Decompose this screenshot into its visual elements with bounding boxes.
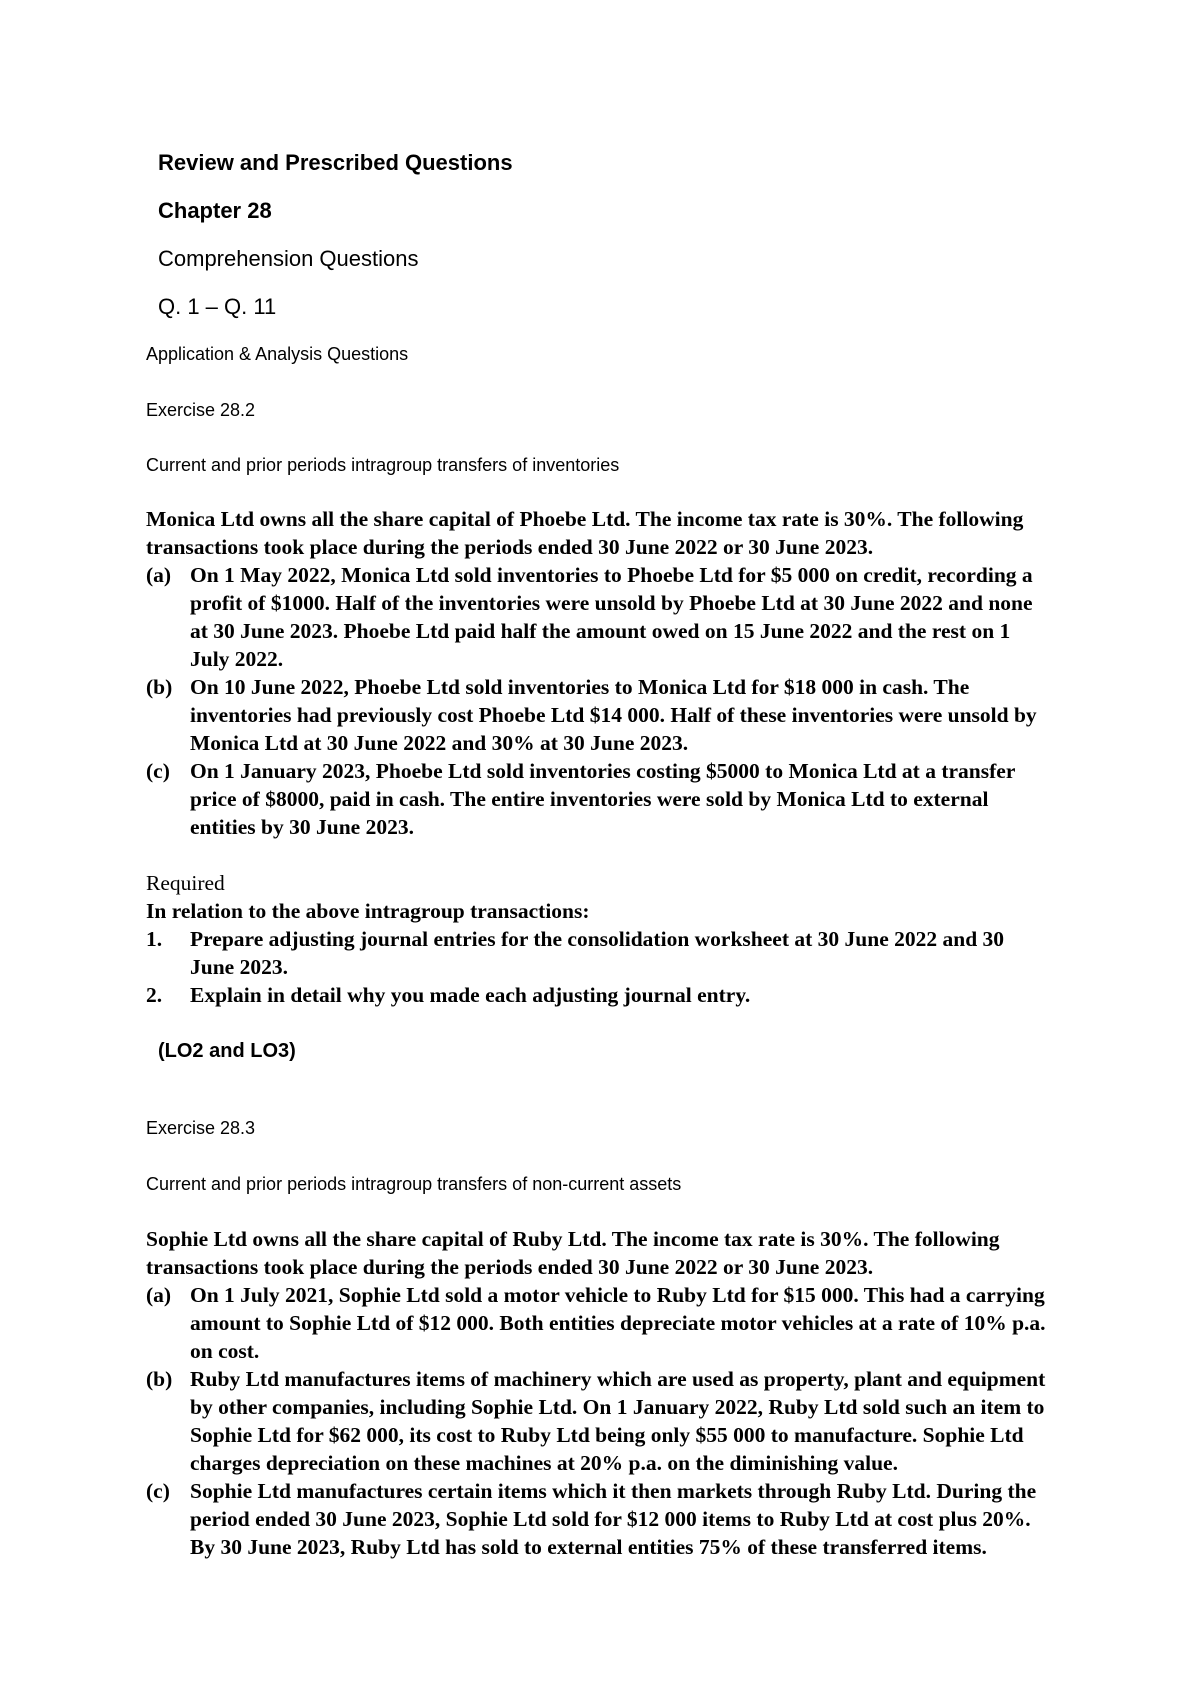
task-label: 2. [146, 983, 163, 1007]
list-item [146, 1365, 1046, 1477]
learning-outcomes: (LO2 and LO3) [158, 1040, 296, 1062]
chapter-heading: Chapter 28 [158, 198, 272, 223]
required-label: Required [146, 871, 225, 895]
item-text: On 10 June 2022, Phoebe Ltd sold inventories to Monica Ltd for $18 000 in cash. The inventories had previously cost Phoebe Ltd $14 000. Half of these inventories were unsold by Monica Ltd at 30 June 2022 and 30% at 30 June 2023. [190, 675, 1037, 755]
item-label: (b) [146, 675, 173, 699]
exercise-28-3-intro: Sophie Ltd owns all the share capital of Ruby Ltd. The income tax rate is 30%. The following transactions took place during the periods ended 30 June 2022 or 30 June 2023. [146, 1227, 1000, 1279]
item-text: Sophie Ltd manufactures certain items which it then markets through Ruby Ltd. During the period ended 30 June 2023, Sophie Ltd sold for $12 000 items to Ruby Ltd at cost plus 20%. By 30 June 2023, Ruby Ltd has sold to external entities 75% of these transferred items. [190, 1479, 1037, 1559]
task-text: Explain in detail why you made each adjusting journal entry. [190, 983, 751, 1007]
exercise-28-2-topic: Current and prior periods intragroup transfers of inventories [146, 455, 620, 475]
list-item [146, 561, 1046, 673]
required-intro: In relation to the above intragroup transactions: [146, 899, 590, 923]
item-label: (a) [146, 563, 172, 587]
question-range: Q. 1 – Q. 11 [158, 294, 277, 319]
item-label: (c) [146, 1479, 170, 1503]
item-text: On 1 May 2022, Monica Ltd sold inventories to Phoebe Ltd for $5 000 on credit, recording a profit of $1000. Half of the inventories were unsold by Phoebe Ltd at 30 June 2022 and none at 30 June 2023. Phoebe Ltd paid half the amount owed on 15 June 2022 and the rest on 1 July 2022. [190, 563, 1033, 671]
item-text: On 1 July 2021, Sophie Ltd sold a motor vehicle to Ruby Ltd for $15 000. This had a carrying amount to Sophie Ltd of $12 000. Both entities depreciate motor vehicles at a rate of 10% p.a. on cost. [190, 1283, 1046, 1363]
exercise-28-2-intro: Monica Ltd owns all the share capital of Phoebe Ltd. The income tax rate is 30%. The following transactions took place during the periods ended 30 June 2022 or 30 June 2023. [146, 507, 1024, 559]
item-label: (c) [146, 759, 170, 783]
list-item [146, 757, 1046, 841]
task-label: 1. [146, 927, 163, 951]
item-text: On 1 January 2023, Phoebe Ltd sold inventories costing $5000 to Monica Ltd at a transfer price of $8000, paid in cash. The entire inventories were sold by Monica Ltd to external entities by 30 June 2023. [190, 759, 1015, 839]
item-label: (b) [146, 1367, 173, 1391]
list-item [146, 673, 1046, 757]
task-text: Prepare adjusting journal entries for the consolidation worksheet at 30 June 2022 and 30 June 2023. [190, 927, 1005, 979]
comprehension-heading: Comprehension Questions [158, 246, 419, 271]
application-heading: Application & Analysis Questions [146, 344, 409, 364]
item-text: Ruby Ltd manufactures items of machinery which are used as property, plant and equipment by other companies, including Sophie Ltd. On 1 January 2022, Ruby Ltd sold such an item to Sophie Ltd for $62 000, its cost to Ruby Ltd being only $55 000 to manufacture. Sophie Ltd charges depreciation on these machines at 20% p.a. on the diminishing value. [190, 1367, 1046, 1475]
item-label: (a) [146, 1283, 172, 1307]
exercise-28-3-heading: Exercise 28.3 [146, 1118, 256, 1138]
task-item [146, 925, 1046, 981]
task-item [146, 981, 1046, 1009]
exercise-28-3-body [146, 1225, 1046, 1561]
exercise-28-2-heading: Exercise 28.2 [146, 400, 256, 420]
list-item [146, 1477, 1046, 1561]
exercise-28-2-body [146, 505, 1046, 1009]
list-item [146, 1281, 1046, 1365]
document-title: Review and Prescribed Questions [158, 150, 513, 175]
exercise-28-3-topic: Current and prior periods intragroup transfers of non-current assets [146, 1174, 682, 1194]
